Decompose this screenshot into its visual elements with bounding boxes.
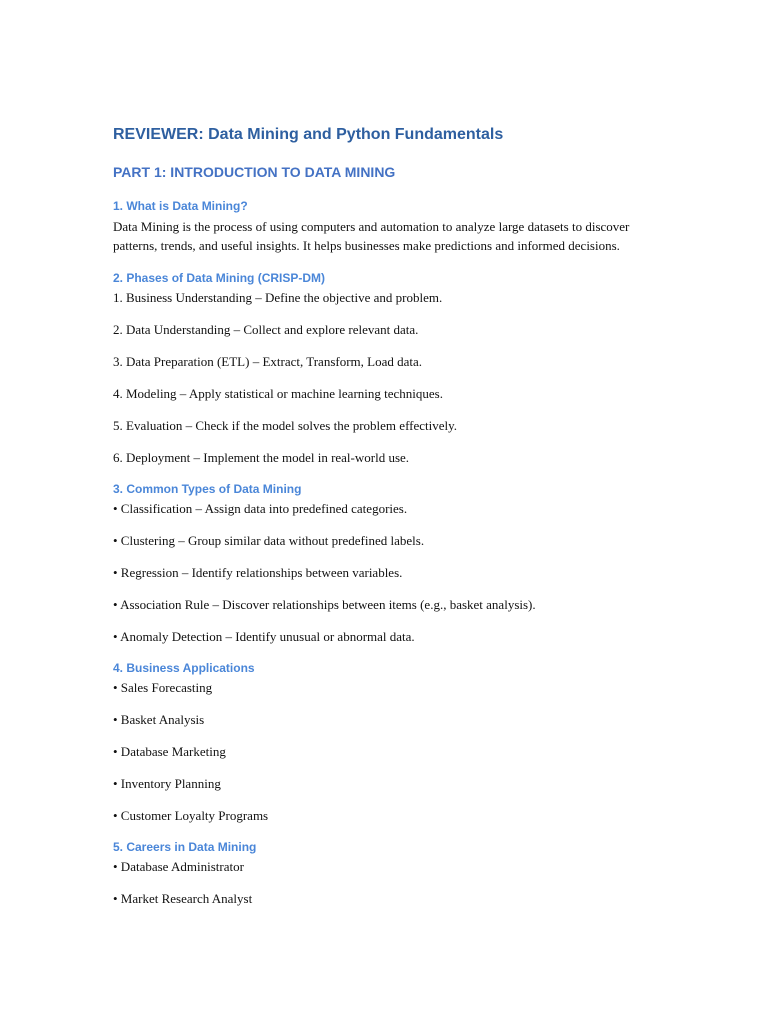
careers-list	[113, 857, 673, 908]
list-item: 3. Data Preparation (ETL) – Extract, Transform, Load data.	[113, 353, 423, 369]
document-title: REVIEWER: Data Mining and Python Fundamentals	[113, 126, 504, 143]
list-item: 1. Business Understanding – Define the objective and problem.	[113, 289, 443, 305]
list-item: • Customer Loyalty Programs	[113, 807, 269, 823]
list-item: 5. Evaluation – Check if the model solves the problem effectively.	[113, 417, 458, 433]
section-heading-what-is-data-mining: 1. What is Data Mining?	[113, 199, 248, 213]
list-item: • Anomaly Detection – Identify unusual or abnormal data.	[113, 628, 415, 644]
part-heading: PART 1: INTRODUCTION TO DATA MINING	[113, 164, 396, 180]
list-item: • Regression – Identify relationships between variables.	[113, 564, 403, 580]
section-heading-types: 3. Common Types of Data Mining	[113, 481, 302, 496]
section-heading-phases: 2. Phases of Data Mining (CRISP-DM)	[113, 270, 326, 285]
list-item: • Market Research Analyst	[113, 890, 253, 906]
phases-list	[113, 288, 673, 467]
section-paragraph: Data Mining is the process of using computers and automation to analyze large datasets to discover patterns, trends, and useful insights. It helps businesses make predictions and informed decisions.	[113, 219, 630, 254]
list-item: 4. Modeling – Apply statistical or machine learning techniques.	[113, 385, 443, 401]
list-item: • Clustering – Group similar data without predefined labels.	[113, 532, 425, 548]
list-item: 6. Deployment – Implement the model in real-world use.	[113, 449, 410, 465]
list-item: • Sales Forecasting	[113, 679, 213, 695]
section-heading-careers: 5. Careers in Data Mining	[113, 839, 257, 854]
list-item: • Database Administrator	[113, 858, 244, 874]
applications-list	[113, 678, 673, 825]
list-item: • Database Marketing	[113, 743, 226, 759]
section-heading-applications: 4. Business Applications	[113, 660, 255, 675]
list-item: • Association Rule – Discover relationships between items (e.g., basket analysis).	[113, 596, 536, 612]
list-item: • Inventory Planning	[113, 775, 221, 791]
types-list	[113, 499, 673, 646]
list-item: • Basket Analysis	[113, 711, 205, 727]
document-page	[113, 124, 673, 908]
list-item: 2. Data Understanding – Collect and explore relevant data.	[113, 321, 419, 337]
list-item: • Classification – Assign data into predefined categories.	[113, 500, 408, 516]
